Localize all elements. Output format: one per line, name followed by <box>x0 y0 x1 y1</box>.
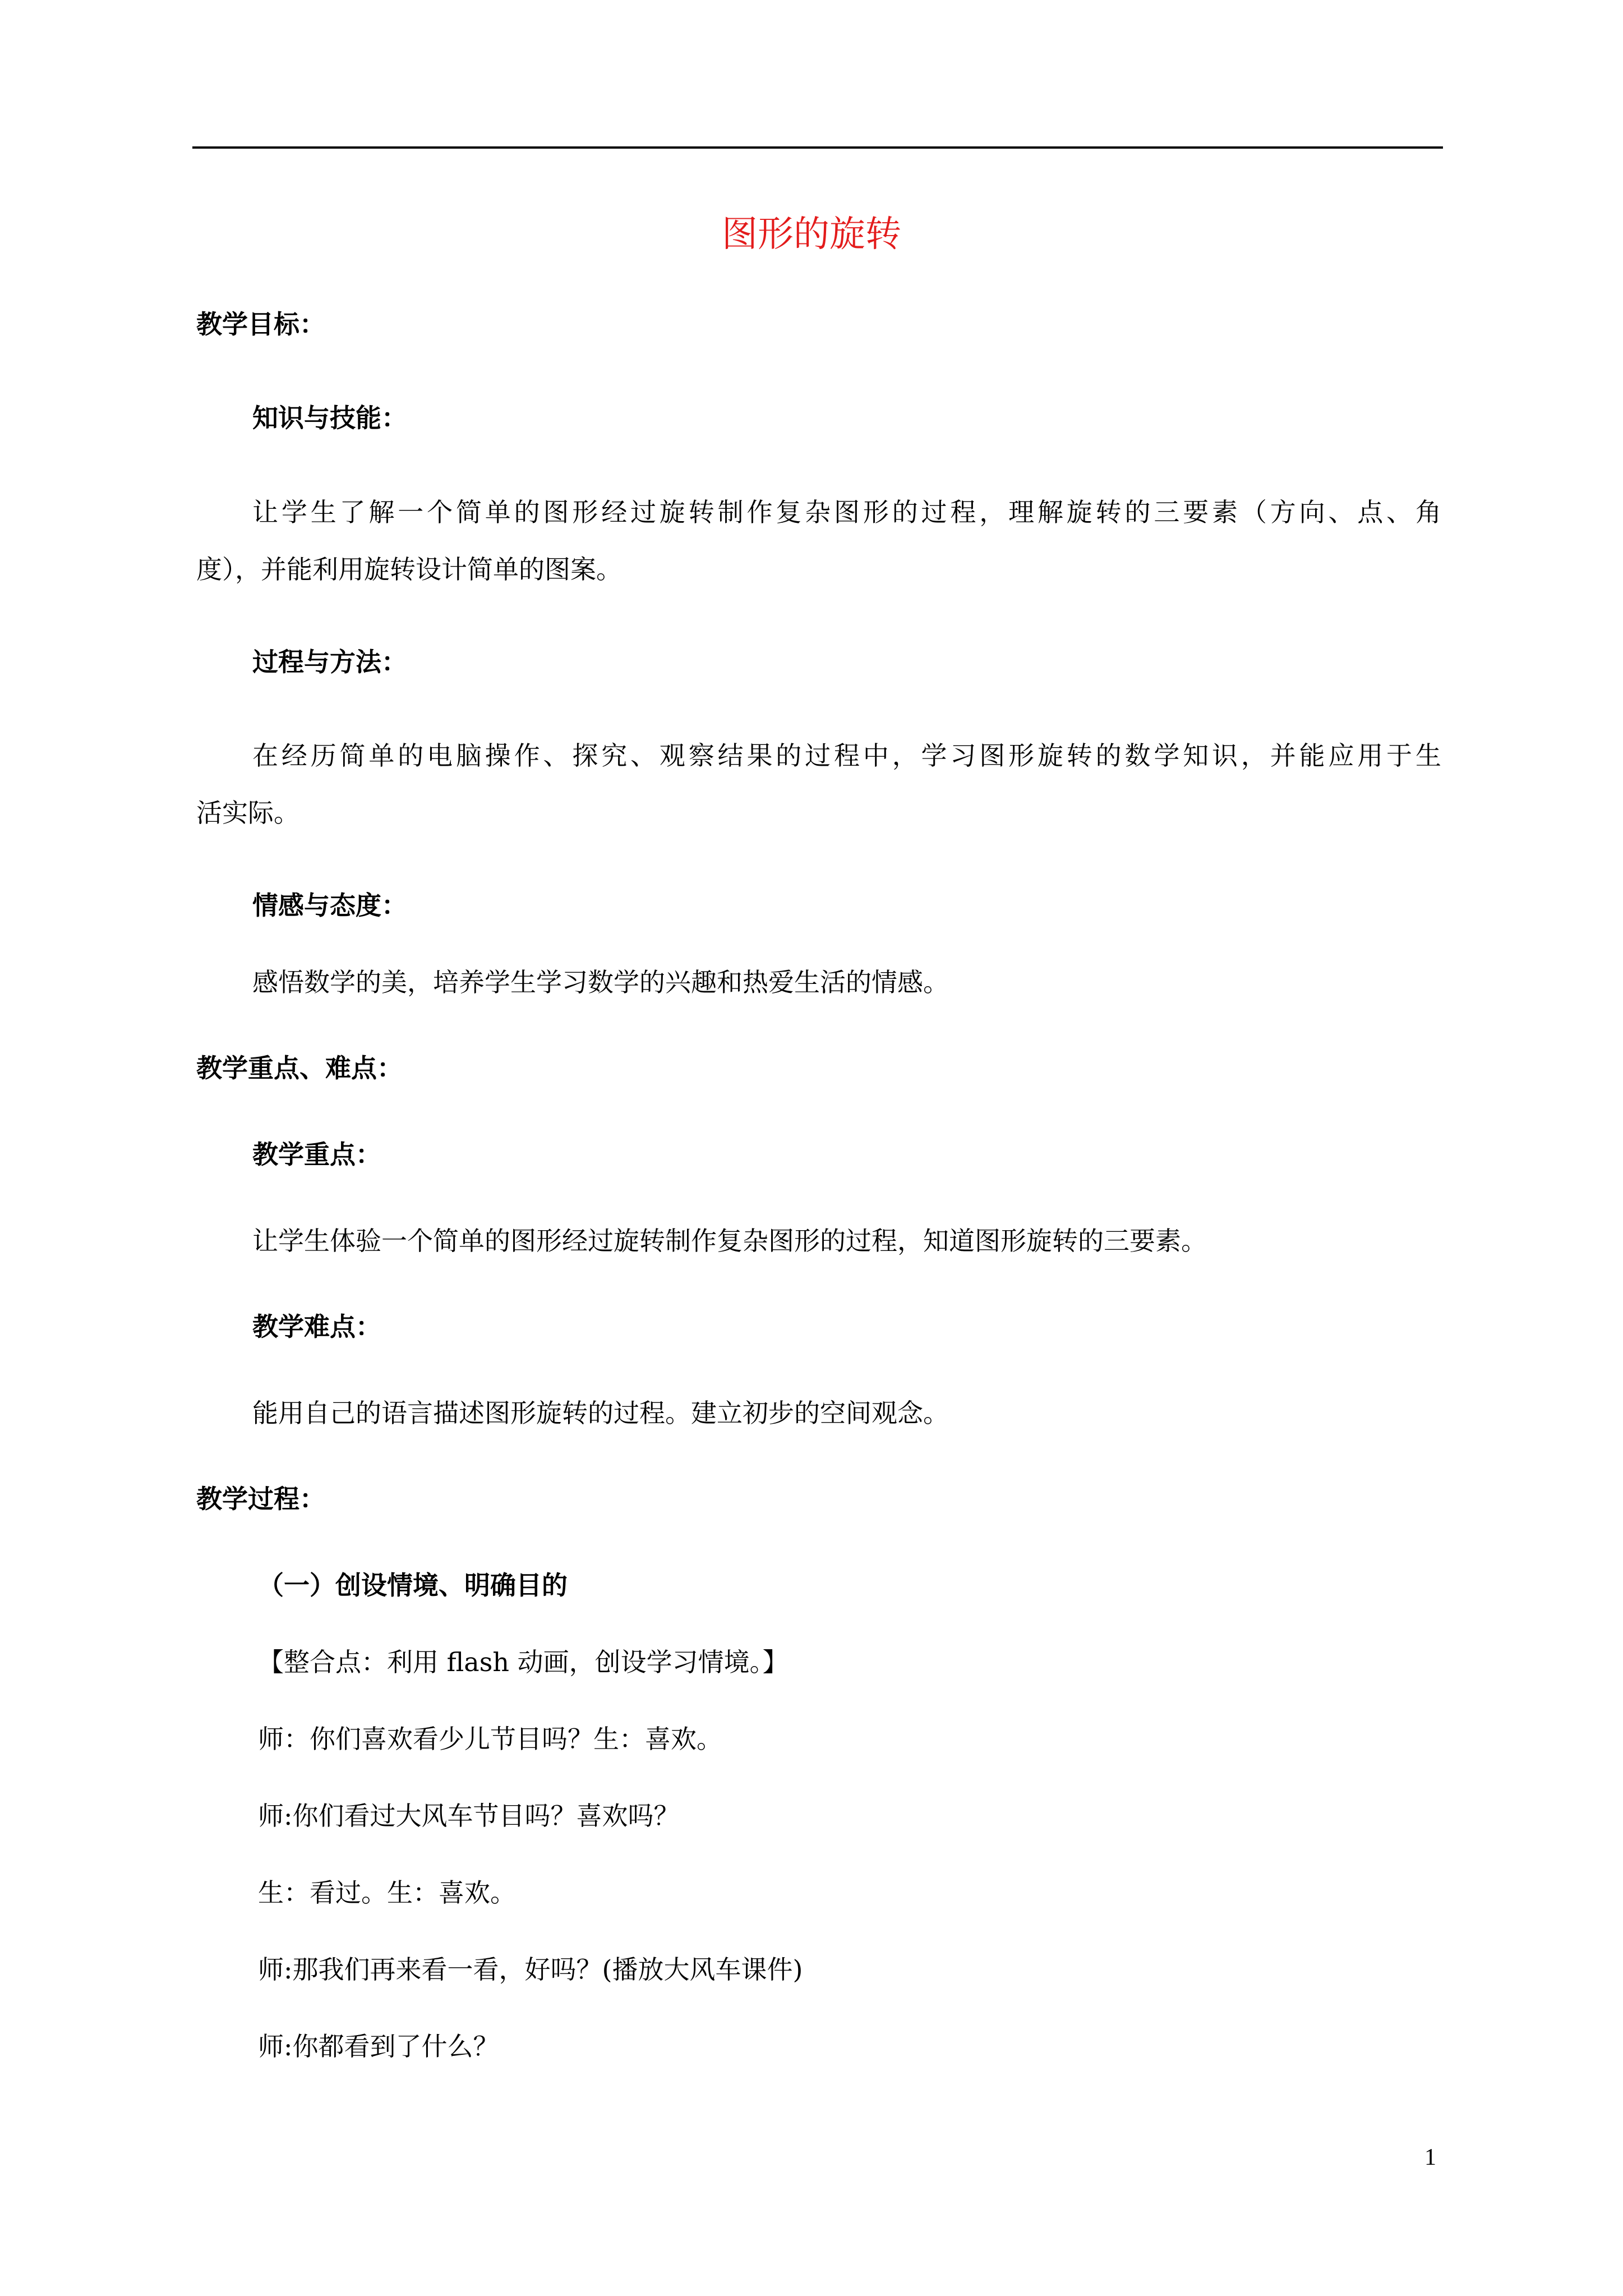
teaching-difficulty-heading: 教学难点： <box>252 1312 381 1342</box>
process-methods-heading: 过程与方法： <box>252 647 407 677</box>
process-methods-text-line-1: 在经历简单的电脑操作、探究、观察结果的过程中，学习图形旋转的数学知识，并能应用于生 <box>252 740 1441 771</box>
dialogue-line: 师:你都看到了什么？ <box>258 2031 499 2062</box>
teaching-difficulty-text: 能用自己的语言描述图形旋转的过程。建立初步的空间观念。 <box>252 1398 949 1428</box>
knowledge-skills-text-line-1: 让学生了解一个简单的图形经过旋转制作复杂图形的过程，理解旋转的三要素（方向、点、角 <box>252 497 1441 527</box>
objectives-heading: 教学目标： <box>196 309 325 339</box>
process-methods-text-line-2: 活实际。 <box>196 798 299 828</box>
document-title: 图形的旋转 <box>722 214 901 255</box>
key-points-heading: 教学重点、难点： <box>196 1053 403 1083</box>
section-1-heading: （一）创设情境、明确目的 <box>258 1570 568 1600</box>
knowledge-skills-heading: 知识与技能： <box>252 403 407 433</box>
teaching-process-heading: 教学过程： <box>196 1484 325 1514</box>
page-number: 1 <box>1424 2145 1436 2170</box>
emotion-attitude-heading: 情感与态度： <box>252 890 407 921</box>
header-rule <box>192 146 1443 149</box>
teaching-focus-text: 让学生体验一个简单的图形经过旋转制作复杂图形的过程，知道图形旋转的三要素。 <box>252 1226 1207 1256</box>
dialogue-line: 师：你们喜欢看少儿节目吗？生：喜欢。 <box>258 1724 722 1754</box>
emotion-attitude-text: 感悟数学的美，培养学生学习数学的兴趣和热爱生活的情感。 <box>252 967 949 997</box>
integration-note: 【整合点：利用 flash 动画，创设学习情境。】 <box>258 1647 789 1677</box>
dialogue-line: 师:你们看过大风车节目吗？喜欢吗？ <box>258 1801 680 1831</box>
dialogue-line: 生：看过。生：喜欢。 <box>258 1878 516 1908</box>
dialogue-line: 师:那我们再来看一看，好吗？(播放大风车课件) <box>258 1954 803 1985</box>
knowledge-skills-text-line-2: 度），并能利用旋转设计简单的图案。 <box>196 554 622 585</box>
teaching-focus-heading: 教学重点： <box>252 1139 381 1170</box>
